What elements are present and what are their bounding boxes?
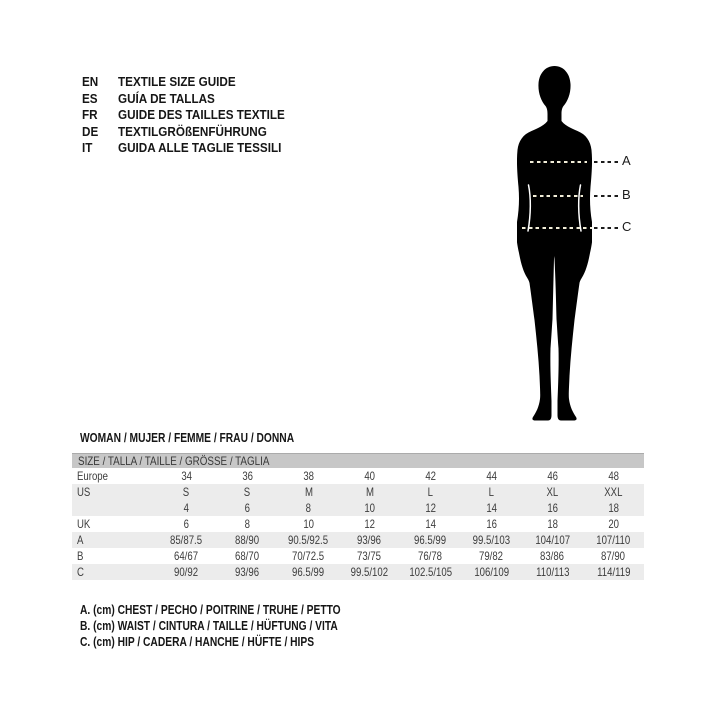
row-label: B: [77, 549, 84, 563]
chest-line-extension: [594, 161, 618, 163]
cell-value: 16: [486, 517, 497, 531]
cell-value: XXL: [604, 485, 623, 499]
cell-value: 8: [305, 501, 312, 515]
cell-value: 85/87.5: [170, 533, 203, 547]
cell-value: 18: [547, 517, 558, 531]
cell-value: 110/113: [535, 565, 570, 579]
row-label: [72, 500, 156, 516]
cell-value: S: [183, 485, 190, 499]
table-row: [72, 516, 644, 532]
language-title: GUÍA DE TALLAS: [118, 90, 215, 106]
cell-value: 42: [425, 469, 436, 483]
cell-value: 18: [608, 501, 619, 515]
cell-value: 90.5/92.5: [288, 533, 329, 547]
cell-value: 99.5/102: [350, 565, 389, 579]
language-row: [82, 91, 303, 108]
cell-value: 6: [244, 501, 251, 515]
language-row: [82, 74, 303, 91]
note-line: C. (cm) HIP / CADERA / HANCHE / HÜFTE / HIPS: [80, 635, 315, 650]
cell-value: 104/107: [535, 533, 570, 547]
cell-value: 6: [183, 517, 190, 531]
cell-value: M: [304, 485, 313, 499]
cell-value: 88/90: [235, 533, 260, 547]
size-table-rows: [72, 468, 644, 580]
language-title: GUIDA ALLE TAGLIE TESSILI: [118, 140, 282, 156]
cell-value: 40: [364, 469, 375, 483]
cell-value: 64/67: [174, 549, 199, 563]
cell-value: 73/75: [357, 549, 382, 563]
language-code: DE: [82, 123, 99, 139]
language-row: [82, 107, 303, 124]
cell-value: 96.5/99: [414, 533, 447, 547]
chest-marker-label: A: [622, 153, 631, 168]
table-row: [72, 500, 644, 516]
cell-value: 93/96: [235, 565, 260, 579]
cell-value: 16: [547, 501, 558, 515]
language-row: [82, 140, 303, 157]
row-label: A: [77, 533, 84, 547]
cell-value: 93/96: [357, 533, 382, 547]
cell-value: 83/86: [540, 549, 565, 563]
cell-value: 79/82: [479, 549, 504, 563]
cell-value: 10: [303, 517, 314, 531]
category-title-text: WOMAN / MUJER / FEMME / FRAU / DONNA: [80, 431, 295, 445]
row-label: Europe: [77, 469, 108, 483]
cell-value: L: [427, 485, 434, 499]
cell-value: 87/90: [601, 549, 626, 563]
language-row: [82, 124, 303, 141]
cell-value: 48: [608, 469, 619, 483]
row-label: C: [77, 565, 84, 579]
cell-value: 102.5/105: [409, 565, 452, 579]
size-table-header: [72, 453, 644, 468]
chest-line-on-body: [530, 161, 587, 163]
language-code: FR: [82, 107, 98, 123]
cell-value: 12: [364, 517, 375, 531]
cell-value: 68/70: [235, 549, 260, 563]
cell-value: L: [488, 485, 495, 499]
cell-value: 12: [425, 501, 436, 515]
note-line: B. (cm) WAIST / CINTURA / TAILLE / HÜFTUNG / VITA: [80, 619, 338, 634]
category-title: [80, 431, 341, 445]
hip-marker-label: C: [622, 219, 632, 234]
cell-value: 76/78: [418, 549, 443, 563]
size-table: [72, 453, 644, 580]
cell-value: 114/119: [596, 565, 631, 579]
cell-value: 38: [303, 469, 314, 483]
cell-value: 90/92: [174, 565, 199, 579]
row-label: UK: [77, 517, 91, 531]
cell-value: 10: [364, 501, 375, 515]
cell-value: 14: [486, 501, 497, 515]
cell-value: 8: [244, 517, 251, 531]
table-row: [72, 484, 644, 500]
language-code: ES: [82, 90, 98, 106]
note-line: A. (cm) CHEST / PECHO / POITRINE / TRUHE / PETTO: [80, 603, 341, 617]
table-row: [72, 548, 644, 564]
cell-value: XL: [546, 485, 559, 499]
woman-silhouette: [517, 66, 592, 421]
size-table-header-text: SIZE / TALLA / TAILLE / GRÖSSE / TAGLIA: [78, 454, 270, 468]
table-row: [72, 564, 644, 580]
waist-line-on-body: [533, 195, 583, 197]
table-row: [72, 532, 644, 548]
language-title-list: [82, 74, 303, 157]
cell-value: 44: [486, 469, 497, 483]
cell-value: 36: [242, 469, 253, 483]
hip-line-extension: [594, 227, 618, 229]
cell-value: 107/110: [596, 533, 631, 547]
row-label: US: [77, 485, 91, 499]
language-title: TEXTILE SIZE GUIDE: [118, 74, 236, 89]
measurement-notes: [80, 602, 398, 651]
language-title: GUIDE DES TAILLES TEXTILE: [118, 107, 285, 123]
cell-value: 46: [547, 469, 558, 483]
cell-value: M: [365, 485, 374, 499]
cell-value: 34: [181, 469, 192, 483]
table-row: [72, 468, 644, 484]
cell-value: 99.5/103: [472, 533, 511, 547]
cell-value: 96.5/99: [292, 565, 325, 579]
cell-value: 106/109: [474, 565, 509, 579]
hip-line-on-body: [522, 227, 592, 229]
cell-value: 70/72.5: [292, 549, 325, 563]
cell-value: 4: [183, 501, 190, 515]
cell-value: 14: [425, 517, 436, 531]
language-code: IT: [82, 140, 93, 156]
language-title: TEXTILGRÖßENFÜHRUNG: [118, 123, 267, 139]
cell-value: S: [244, 485, 251, 499]
cell-value: 20: [608, 517, 619, 531]
waist-marker-label: B: [622, 187, 631, 202]
language-code: EN: [82, 74, 99, 89]
waist-line-extension: [594, 195, 618, 197]
